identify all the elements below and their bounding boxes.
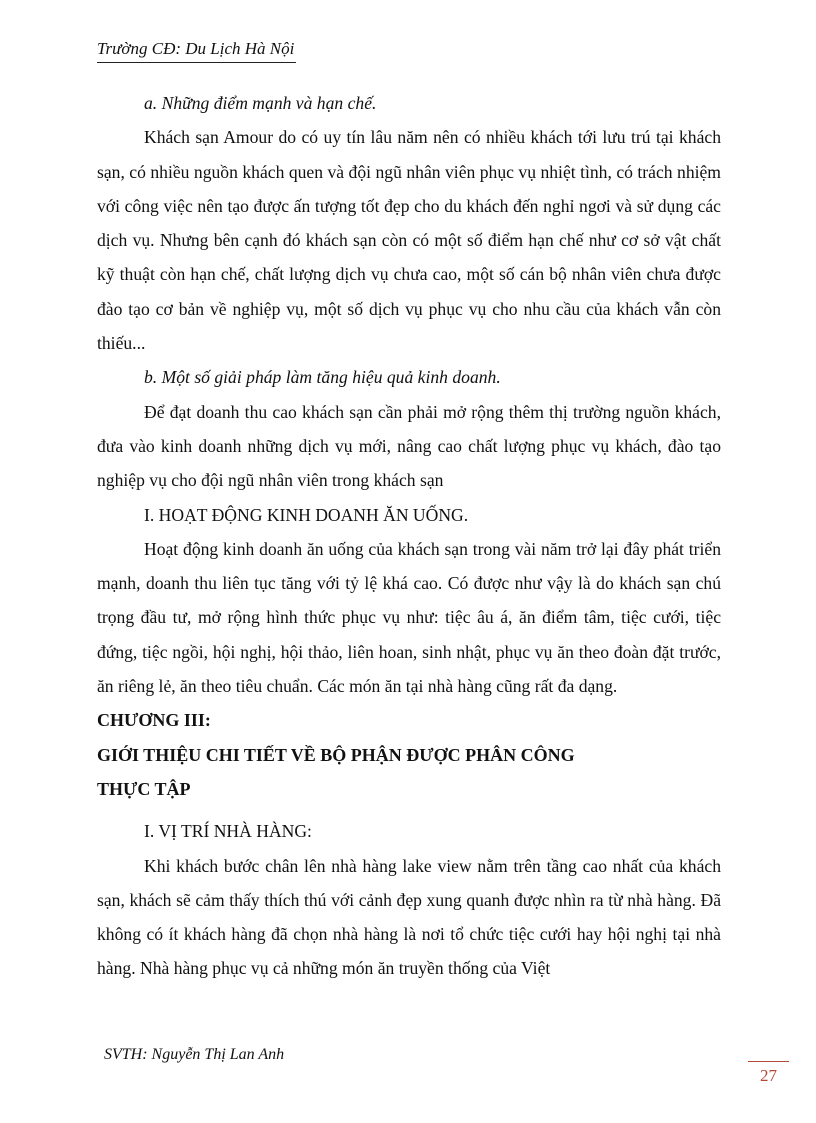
paragraph-solutions: Để đạt doanh thu cao khách sạn cần phải mở rộng thêm thị trường nguồn khách, đưa vào kinh doanh những dịch vụ mới, nâng cao chất lượng phục vụ khách, đào tạo nghiệp vụ cho đội ngũ nhân viên trong khách sạn <box>97 401 721 491</box>
subheading-strengths: a. Những điểm mạnh và hạn chế. <box>144 93 377 113</box>
page-number-rule <box>748 1061 789 1062</box>
chapter-label: CHƯƠNG III: <box>97 710 211 731</box>
chapter-title-line2: THỰC TẬP <box>97 778 191 799</box>
paragraph-food-business: Hoạt động kinh doanh ăn uống của khách sạn trong vài năm trở lại đây phát triển mạnh, doanh thu liên tục tăng với tỷ lệ khá cao. Có được như vậy là do khách sạn chú trọng đầu tư, mở rộng hình thức phục vụ như: tiệc âu á, ăn điểm tâm, tiệc cưới, tiệc đứng, tiệc ngồi, hội nghị, hội thảo, liên hoan, sinh nhật, phục vụ ăn theo đoàn đặt trước, ăn riêng lẻ, ăn theo tiêu chuẩn. Các món ăn tại nhà hàng cũng rất đa dạng. <box>97 538 721 697</box>
section-heading-food-business: I. HOẠT ĐỘNG KINH DOANH ĂN UỐNG. <box>144 504 469 525</box>
paragraph-location: Khi khách bước chân lên nhà hàng lake view nằm trên tầng cao nhất của khách sạn, khách sẽ cảm thấy thích thú với cảnh đẹp xung quanh được nhìn ra từ nhà hàng. Đã không có ít khách hàng đã chọn nhà hàng là nơi tổ chức tiệc cưới hay hội nghị tại nhà hàng. Nhà hàng phục vụ cả những món ăn truyền thống của Việt <box>97 855 721 979</box>
page-number: 27 <box>760 1066 777 1085</box>
subheading-solutions: b. Một số giải pháp làm tăng hiệu quả kinh doanh. <box>144 367 501 388</box>
paragraph-strengths: Khách sạn Amour do có uy tín lâu năm nên có nhiều khách tới lưu trú tại khách sạn, có nhiều nguồn khách quen và đội ngũ nhân viên phục vụ nhiệt tình, có trách nhiệm với công việc nên tạo được ấn tượng tốt đẹp cho du khách đến nghỉ ngơi và sử dụng các dịch vụ. Nhưng bên cạnh đó khách sạn còn có một số điểm hạn chế như cơ sở vật chất kỹ thuật còn hạn chế, chất lượng dịch vụ chưa cao, một số cán bộ nhân viên chưa được đào tạo cơ bản về nghiệp vụ, một số dịch vụ phục vụ cho nhu cầu của khách vẫn còn thiếu... <box>97 127 721 354</box>
footer-author: SVTH: Nguyễn Thị Lan Anh <box>104 1046 285 1063</box>
document-body <box>97 86 721 986</box>
section-heading-location: I. VỊ TRÍ NHÀ HÀNG: <box>144 821 312 842</box>
chapter-title-line1: GIỚI THIỆU CHI TIẾT VỀ BỘ PHẬN ĐƯỢC PHÂN CÔNG <box>97 744 575 765</box>
page-header-school: Trường CĐ: Du Lịch Hà Nội <box>97 36 296 63</box>
